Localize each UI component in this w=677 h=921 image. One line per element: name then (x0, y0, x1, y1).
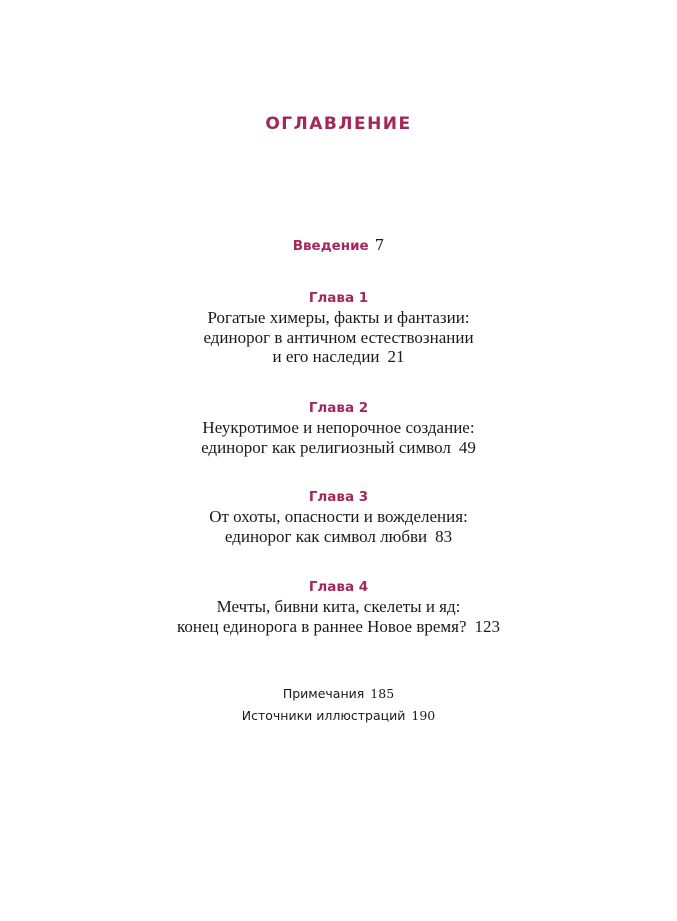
page-title: ОГЛАВЛЕНИЕ (265, 114, 412, 134)
backmatter-page-number: 185 (370, 686, 395, 701)
backmatter-label: Примечания (282, 686, 365, 701)
toc-entry-notes[interactable] (0, 683, 677, 705)
chapter-title-line: единорог в античном естествознании (203, 327, 474, 347)
chapter-heading: Глава 3 (308, 489, 369, 505)
toc-entry-chapter-4[interactable] (0, 578, 677, 636)
intro-page-number: 7 (374, 236, 385, 254)
toc-entry-chapter-1[interactable] (0, 289, 677, 367)
chapter-title-line: Неукротимое и непорочное создание: (202, 418, 475, 437)
toc-entry-intro[interactable] (0, 236, 677, 255)
backmatter-page-number: 190 (411, 708, 436, 723)
chapter-heading: Глава 4 (308, 579, 369, 595)
chapter-title-line: Мечты, бивни кита, скелеты и яд: (216, 597, 461, 616)
chapter-page-number: 123 (474, 616, 501, 636)
toc-entry-illustration-sources[interactable] (0, 705, 677, 727)
chapter-page-number: 49 (458, 437, 476, 457)
chapter-title-line-last (0, 438, 677, 458)
chapter-title-text: и его наследии (272, 347, 380, 366)
chapter-title-text: конец единорога в раннее Новое время? (176, 616, 467, 636)
intro-label: Введение (292, 238, 369, 254)
chapter-heading: Глава 2 (308, 400, 369, 416)
chapter-title-line-last (0, 347, 677, 367)
chapter-title-text: единорог как символ любви (224, 526, 428, 546)
toc-entry-chapter-3[interactable] (0, 488, 677, 546)
backmatter-label: Источники иллюстраций (241, 708, 406, 723)
toc-backmatter (0, 683, 677, 727)
chapter-title-line: Рогатые химеры, факты и фантазии: (207, 308, 470, 327)
toc-entry-chapter-2[interactable] (0, 399, 677, 457)
chapter-title-text: единорог как религиозный символ (201, 437, 451, 457)
chapter-title-line-last (0, 527, 677, 547)
chapter-title-line: От охоты, опасности и вожделения: (209, 507, 468, 526)
chapter-heading: Глава 1 (308, 290, 369, 306)
chapter-page-number: 21 (387, 347, 405, 366)
chapter-title-line-last (0, 617, 677, 637)
chapter-page-number: 83 (435, 526, 453, 546)
